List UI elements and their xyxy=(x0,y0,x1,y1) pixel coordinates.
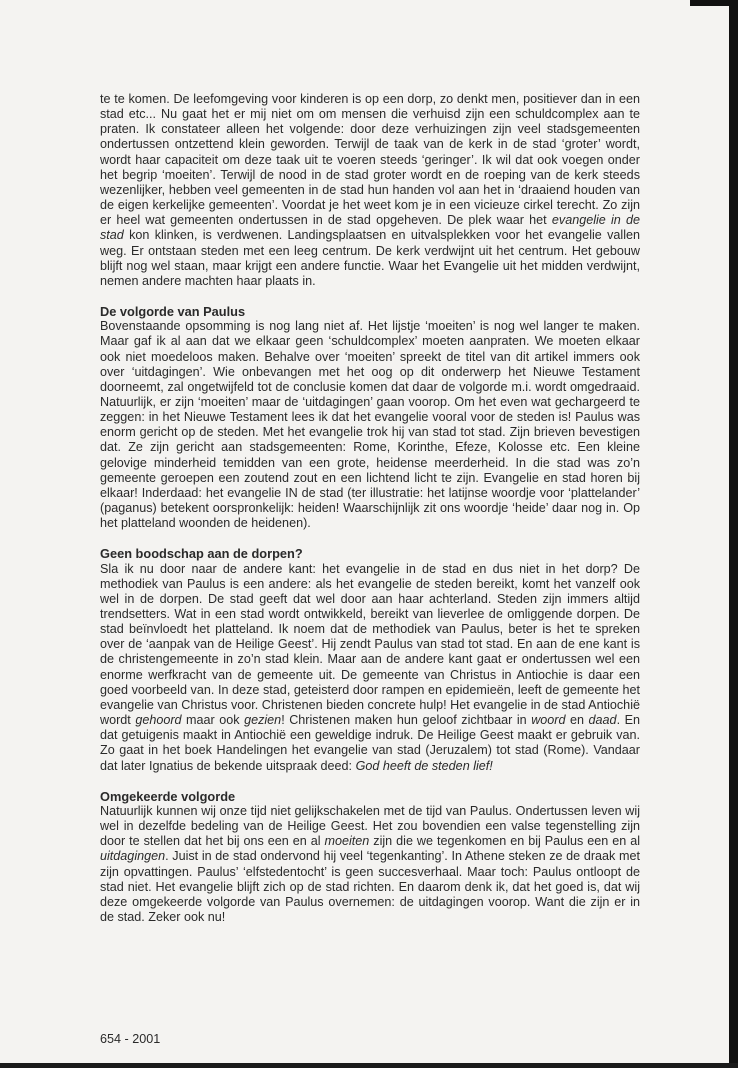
page-number: 654 - 2001 xyxy=(100,1032,161,1046)
italic-run: uitdagingen xyxy=(100,849,166,864)
italic-run: gehoord xyxy=(135,713,182,728)
paragraph-omgekeerde-volgorde: Natuurlijk kunnen wij onze tijd niet gelijkschakelen met de tijd van Paulus. Ondertussen leven wij wel in dezelfde bedeling van de Heilige Geest. Het zou bovendien een valse tegenstelling zijn door te stellen dat het bij ons een en al moeiten zijn die we tegenkomen en bij Paulus een en al uitdagingen. Juist in de stad ondervond hij veel ‘tegenkanting’. In Athene steken ze de draak met zijn opvattingen. Paulus’ ‘elfstedentocht’ is geen succesverhaal. Maar toch: Paulus ontloopt de stad niet. Het evangelie blijft zich op de stad richten. En daarom denk ik, dat het goed is, dat wij deze omgekeerde volgorde van Paulus overnemen: de uitdagingen voorop. Want die zijn er in de stad. Zeker ook nu! xyxy=(100,803,641,924)
italic-run: gezien xyxy=(244,713,282,728)
italic-run: evangelie in de stad xyxy=(100,213,641,243)
scan-edge-right xyxy=(729,0,738,1068)
paragraph-geen-boodschap: Sla ik nu door naar de andere kant: het evangelie in de stad en dus niet in het dorp? De methodiek van Paulus is een andere: als het evangelie de steden bereikt, komt het vanzelf ook wel in de dorpen. De stad geeft dat wel door aan haar achterland. Steden zijn immers altijd trendsetters. Wat in een stad wordt ontwikkeld, bereikt van lieverlee de omliggende dorpen. De stad beïnvloedt het platteland. Ik noem dat de methodiek van Paulus, beter is het te spreken over de ‘aanpak van de Heilige Geest’. Hij zendt Paulus van stad tot stad. En aan de ene kant is de christengemeente in zo’n stad klein. Maar aan de andere kant gaat er ondertussen wel een enorme werfkracht van de gemeente uit. De gemeente van Christus in Antiochie is daar een goed voorbeeld van. In deze stad, geteisterd door rampen en epidemieën, leeft de gemeente het evangelie van Christus voor. Christenen bieden concrete hulp! Het evangelie in de stad Antiochië wordt gehoord maar ook gezien! Christenen maken hun geloof zichtbaar in woord en daad. En dat getuigenis maakt in Antiochië een geweldige indruk. De Heilige Geest maakt er gebruik van. Zo gaat in het boek Handelingen het evangelie van stad (Jeruzalem) tot stad (Rome). Vandaar dat later Ignatius de bekende uitspraak deed: God heeft de steden lief! xyxy=(100,561,640,773)
intro-paragraph: te te komen. De leefomgeving voor kinderen is op een dorp, zo denkt men, positiever dan in een stad etc... Nu gaat het er mij niet om om mensen die verhuisd zijn een schuldcomplex aan te praten. Ik constateer alleen het volgende: door deze verhuizingen zijn veel stadsgemeenten ondertussen ontzettend klein geworden. Terwijl de taak van de kerk in de stad ‘groter’ wordt, wordt haar capaciteit om deze taak uit te voeren steeds ‘geringer’. Ik wil dat ook voegen onder het begrip ‘moeiten’. Terwijl de nood in de stad groter wordt en de roeping van de kerk steeds wezenlijker, hebben veel gemeenten in de stad hun handen vol aan het in ‘draaiend houden van de eigen kerkelijke gemeenten’. Voordat je het weet kom je in een vicieuze cirkel terecht. Zo zijn er heel wat gemeenten ondertussen in de stad opgeheven. De plek waar het evangelie in de stad kon klinken, is verdwenen. Landingsplaatsen en uitvalsplekken voor het evangelie vallen weg. Er ontstaan steden met een leeg centrum. De kerk verdwijnt uit het centrum. Het gebouw blijft nog wel staan, maar krijgt een andere functie. Waar het Evangelie uit het midden verdwijnt, nemen andere machten haar plaats in. xyxy=(100,92,641,288)
heading-volgorde-van-paulus: De volgorde van Paulus xyxy=(100,304,246,320)
heading-geen-boodschap: Geen boodschap aan de dorpen? xyxy=(100,546,303,562)
italic-run: daad xyxy=(588,713,617,728)
article-text xyxy=(100,92,640,925)
heading-omgekeerde-volgorde: Omgekeerde volgorde xyxy=(100,788,236,804)
italic-run: woord xyxy=(531,713,566,728)
italic-run: moeiten xyxy=(324,834,370,849)
italic-run: God heeft de steden lief! xyxy=(355,758,493,773)
paragraph-volgorde-van-paulus: Bovenstaande opsomming is nog lang niet af. Het lijstje ‘moeiten’ is nog wel langer te maken. Maar gaf ik al aan dat we elkaar geen ‘schuldcomplex’ moeten aanpraten. We moeten elkaar ook niet moedeloos maken. Behalve over ‘moeiten’ spreekt de titel van dit artikel immers ook over ‘uitdagingen’. Wie onbevangen met het oog op dit onderwerp het Nieuwe Testament doorneemt, zal ongetwijfeld tot de conclusie komen dat daar de volgorde m.i. wordt omgedraaid. Natuurlijk, er zijn ‘moeiten’ maar de ‘uitdagingen’ gaan voorop. Om het even wat gechargeerd te zeggen: in het Nieuwe Testament lees ik dat het evangelie vooral voor de steden is! Paulus was enorm gericht op de steden. Met het evangelie trok hij van stad tot stad. Zijn brieven bevestigen dat. Ze zijn gericht aan stadsgemeenten: Rome, Korinthe, Efeze, Kolosse etc. Een kleine gelovige minderheid temidden van een grote, heidense meerderheid. In die stad was zo’n gemeente geroepen een zoutend zout en een lichtend licht te zijn. Evangelie en stad horen bij elkaar! Inderdaad: het evangelie IN de stad (ter illustratie: het latijnse woordje voor ‘plattelander’ (paganus) betekent oorspronkelijk: heiden! Waarschijnlijk zit ons woordje ‘heide’ daar nog in. Op het platteland woonden de heidenen). xyxy=(100,319,640,531)
scan-edge-bottom xyxy=(0,1063,738,1068)
